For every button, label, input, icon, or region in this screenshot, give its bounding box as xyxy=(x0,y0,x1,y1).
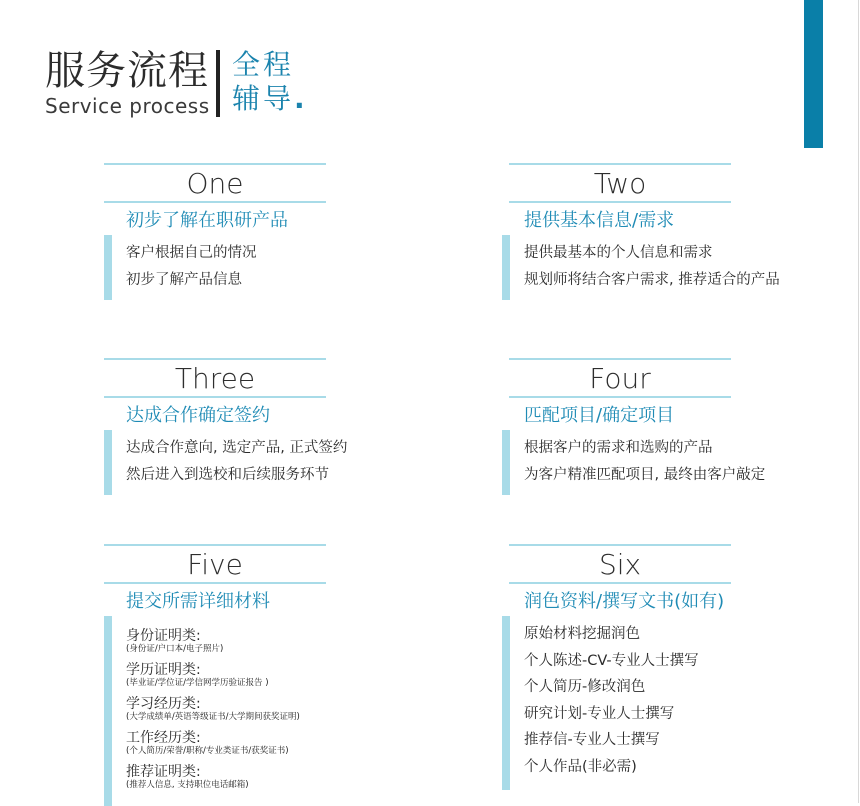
step-line: 为客户精准匹配项目, 最终由客户敲定 xyxy=(524,466,766,483)
step-accent-bar xyxy=(502,616,510,790)
decorative-edge-bar xyxy=(804,0,823,148)
title-tagline xyxy=(232,48,308,116)
document-detail: (推荐人信息, 支持职位电话邮箱) xyxy=(126,780,249,790)
step-rule-bottom xyxy=(104,201,326,203)
step-line: 规划师将结合客户需求, 推荐适合的产品 xyxy=(524,271,780,288)
step-rule-bottom xyxy=(104,396,326,398)
step-number: Six xyxy=(598,548,642,581)
document-detail: (个人简历/荣誉/职称/专业类证书/获奖证书) xyxy=(126,746,289,756)
page-edge-line xyxy=(858,0,859,803)
step-line: 初步了解产品信息 xyxy=(126,271,242,288)
step-number: Two xyxy=(593,167,647,200)
step-accent-bar xyxy=(104,430,112,495)
step-rule-bottom xyxy=(509,396,731,398)
document-detail: (身份证/户口本/电子照片) xyxy=(126,644,224,654)
title-divider xyxy=(216,50,220,117)
document-item xyxy=(126,628,300,655)
step-heading: 润色资料/撰写文书(如有) xyxy=(524,591,725,612)
step-rule-bottom xyxy=(509,582,731,584)
step-rule-top xyxy=(509,544,731,546)
document-title: 学历证明类: xyxy=(126,662,201,678)
step-rule-top xyxy=(104,163,326,165)
step-number: Five xyxy=(187,548,243,581)
document-title: 身份证明类: xyxy=(126,628,201,644)
page-subtitle: Service process xyxy=(45,94,210,118)
step-rule-bottom xyxy=(104,582,326,584)
step-line: 研究计划-专业人士撰写 xyxy=(524,705,675,722)
step-accent-bar xyxy=(502,430,510,495)
step-heading: 匹配项目/确定项目 xyxy=(524,405,675,426)
step-line: 推荐信-专业人士撰写 xyxy=(524,732,660,748)
step-number: One xyxy=(186,167,244,200)
step-rule-top xyxy=(509,163,731,165)
step-line: 然后进入到选校和后续服务环节 xyxy=(126,466,329,483)
document-item xyxy=(126,662,300,689)
document-item xyxy=(126,696,300,723)
step-line: 客户根据自己的情况 xyxy=(126,245,257,261)
step-line: 提供最基本的个人信息和需求 xyxy=(524,245,713,261)
step-line: 个人陈述-CV-专业人士撰写 xyxy=(524,652,699,669)
step-line: 达成合作意向, 选定产品, 正式签约 xyxy=(126,440,348,456)
document-title: 工作经历类: xyxy=(126,730,201,746)
step-heading: 达成合作确定签约 xyxy=(126,405,270,426)
document-title: 推荐证明类: xyxy=(126,764,201,780)
step-accent-bar xyxy=(502,235,510,300)
document-detail: (毕业证/学位证/学信网学历验证报告 ) xyxy=(126,678,269,688)
step-rule-top xyxy=(104,358,326,360)
tagline-line-2: 辅导 xyxy=(232,82,295,115)
document-item xyxy=(126,764,300,791)
document-detail: (大学成绩单/英语等级证书/大学期间获奖证明) xyxy=(126,712,300,722)
step-accent-bar xyxy=(104,616,112,806)
step-number: Four xyxy=(589,362,651,395)
tagline-dot: . xyxy=(294,82,308,115)
step-heading: 提交所需详细材料 xyxy=(126,591,270,612)
step-heading: 提供基本信息/需求 xyxy=(524,210,675,231)
step-rule-top xyxy=(509,358,731,360)
document-title: 学习经历类: xyxy=(126,696,201,712)
step-line: 个人作品(非必需) xyxy=(524,758,637,775)
step-line: 原始材料挖掘润色 xyxy=(524,626,640,642)
tagline-line-1: 全程 xyxy=(232,48,295,81)
step-rule-bottom xyxy=(509,201,731,203)
document-item xyxy=(126,730,300,757)
step-heading: 初步了解在职研产品 xyxy=(126,210,288,231)
step-line: 根据客户的需求和选购的产品 xyxy=(524,440,713,456)
step-accent-bar xyxy=(104,235,112,300)
step-number: Three xyxy=(174,362,256,395)
step-rule-top xyxy=(104,544,326,546)
step-line: 个人简历-修改润色 xyxy=(524,679,646,695)
page-title: 服务流程 xyxy=(45,48,209,94)
